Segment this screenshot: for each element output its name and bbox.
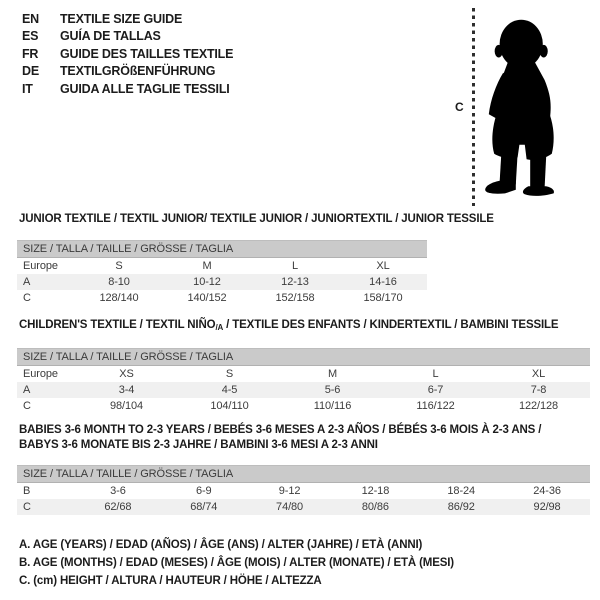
babies-table-title: [19, 423, 590, 453]
language-row-it: [22, 80, 233, 98]
row-label-cell: B: [23, 484, 31, 497]
value-cell: 7-8: [530, 383, 547, 396]
language-code: DE: [22, 64, 39, 79]
language-code: ES: [22, 29, 39, 44]
value-cell: XL: [376, 259, 390, 272]
table-row: [17, 398, 590, 414]
babies-title-line2: BABYS 3-6 MONATE BIS 2-3 JAHRE / BAMBINI 3-6 MESI A 2-3 ANNI: [19, 439, 378, 451]
babies-title-line1: BABIES 3-6 MONTH TO 2-3 YEARS / BEBÉS 3-6 MESES A 2-3 AÑOS / BÉBÉS 3-6 MOIS À 2-3 ANS /: [19, 424, 542, 436]
value-cell: 98/104: [109, 399, 144, 412]
value-cell: 24-36: [533, 484, 561, 497]
children-title-suffix: / TEXTILE DES ENFANTS / KINDERTEXTIL / BAMBINI TESSILE: [223, 319, 559, 331]
size-header-row: [17, 349, 590, 366]
height-measure-label: C: [455, 100, 464, 114]
footnote-age-years: A. AGE (YEARS) / EDAD (AÑOS) / ÂGE (ANS) / ALTER (JAHRE) / ETÀ (ANNI): [19, 539, 423, 551]
size-header-bar: SIZE / TALLA / TAILLE / GRÖSSE / TAGLIA: [17, 349, 590, 366]
row-label-cell: C: [23, 399, 31, 412]
value-cell: 62/68: [104, 500, 132, 513]
value-cell: 92/98: [533, 500, 561, 513]
value-cell: 3-4: [118, 383, 135, 396]
value-cell: 128/140: [99, 291, 139, 304]
guide-title: GUÍA DE TALLAS: [60, 29, 161, 44]
footnote-height: C. (cm) HEIGHT / ALTURA / HAUTEUR / HÖHE / ALTEZZA: [19, 575, 322, 587]
table-row: [17, 382, 590, 398]
size-header-row: [17, 466, 590, 483]
guide-title: GUIDA ALLE TAGLIE TESSILI: [60, 81, 230, 96]
table-row: [17, 290, 427, 306]
children-title-subscript: /A: [215, 323, 224, 332]
language-row-fr: [22, 45, 233, 63]
row-label-cell: A: [23, 383, 31, 396]
language-row-es: [22, 28, 233, 46]
babies-size-table: [17, 465, 590, 515]
row-label-cell: C: [23, 291, 31, 304]
row-label-cell: C: [23, 500, 31, 513]
value-cell: 104/110: [210, 399, 249, 412]
language-row-en: [22, 10, 233, 28]
table-row: [17, 483, 590, 499]
value-cell: XS: [119, 367, 134, 380]
value-cell: 18-24: [447, 484, 476, 497]
value-cell: L: [291, 259, 299, 272]
value-cell: 140/152: [187, 291, 227, 304]
value-cell: 8-10: [108, 275, 130, 288]
junior-textile-section: [17, 212, 494, 306]
footnote-age-months: B. AGE (MONTHS) / EDAD (MESES) / ÂGE (MOIS) / ALTER (MONATE) / ETÀ (MESI): [19, 557, 454, 569]
value-cell: 4-5: [221, 383, 238, 396]
value-cell: S: [115, 259, 123, 272]
table-row: [17, 366, 590, 382]
children-size-table: [17, 348, 590, 414]
value-cell: 9-12: [278, 484, 301, 497]
guide-title: TEXTILGRÖßENFÜHRUNG: [60, 64, 216, 79]
junior-table-title: JUNIOR TEXTILE / TEXTIL JUNIOR/ TEXTILE JUNIOR / JUNIORTEXTIL / JUNIOR TESSILE: [19, 213, 494, 225]
size-header-bar: SIZE / TALLA / TAILLE / GRÖSSE / TAGLIA: [17, 466, 590, 483]
value-cell: 6-9: [195, 484, 212, 497]
row-label-cell: A: [23, 275, 31, 288]
value-cell: 12-18: [361, 484, 390, 497]
value-cell: 6-7: [427, 383, 444, 396]
value-cell: 158/170: [363, 291, 403, 304]
value-cell: M: [202, 259, 212, 272]
value-cell: 86/92: [447, 500, 475, 513]
value-cell: 12-13: [281, 275, 309, 288]
value-cell: S: [225, 367, 234, 380]
language-code: IT: [22, 81, 33, 96]
guide-title: GUIDE DES TAILLES TEXTILE: [60, 46, 234, 61]
language-row-de: [22, 63, 233, 81]
table-row: [17, 274, 427, 290]
value-cell: 74/80: [276, 500, 304, 513]
children-textile-section: [17, 318, 590, 414]
value-cell: 5-6: [324, 383, 341, 396]
children-title-prefix: CHILDREN'S TEXTILE / TEXTIL NIÑO: [19, 319, 216, 331]
language-code: EN: [22, 11, 39, 26]
guide-title: TEXTILE SIZE GUIDE: [60, 11, 183, 26]
value-cell: 110/116: [313, 399, 352, 412]
table-row: [17, 258, 427, 274]
size-header-bar: SIZE / TALLA / TAILLE / GRÖSSE / TAGLIA: [17, 241, 427, 258]
value-cell: L: [432, 367, 439, 380]
value-cell: 14-16: [369, 275, 397, 288]
junior-size-table: [17, 240, 427, 306]
language-title-list: [22, 10, 233, 98]
value-cell: 80/86: [361, 500, 389, 513]
value-cell: 68/74: [190, 500, 218, 513]
value-cell: 10-12: [193, 275, 221, 288]
height-dotted-line: [472, 8, 475, 206]
value-cell: 116/122: [416, 399, 455, 412]
value-cell: M: [327, 367, 338, 380]
language-code: FR: [22, 46, 39, 61]
value-cell: XL: [531, 367, 546, 380]
babies-textile-section: [17, 423, 590, 515]
size-header-row: [17, 241, 427, 258]
value-cell: 152/158: [275, 291, 315, 304]
row-label-cell: Europe: [23, 367, 58, 380]
legend-footnotes: [19, 536, 454, 590]
value-cell: 3-6: [110, 484, 126, 497]
value-cell: 122/128: [518, 399, 559, 412]
table-row: [17, 499, 590, 515]
toddler-silhouette-icon: [478, 8, 568, 206]
children-table-title: [19, 318, 590, 335]
row-label-cell: Europe: [23, 259, 58, 272]
